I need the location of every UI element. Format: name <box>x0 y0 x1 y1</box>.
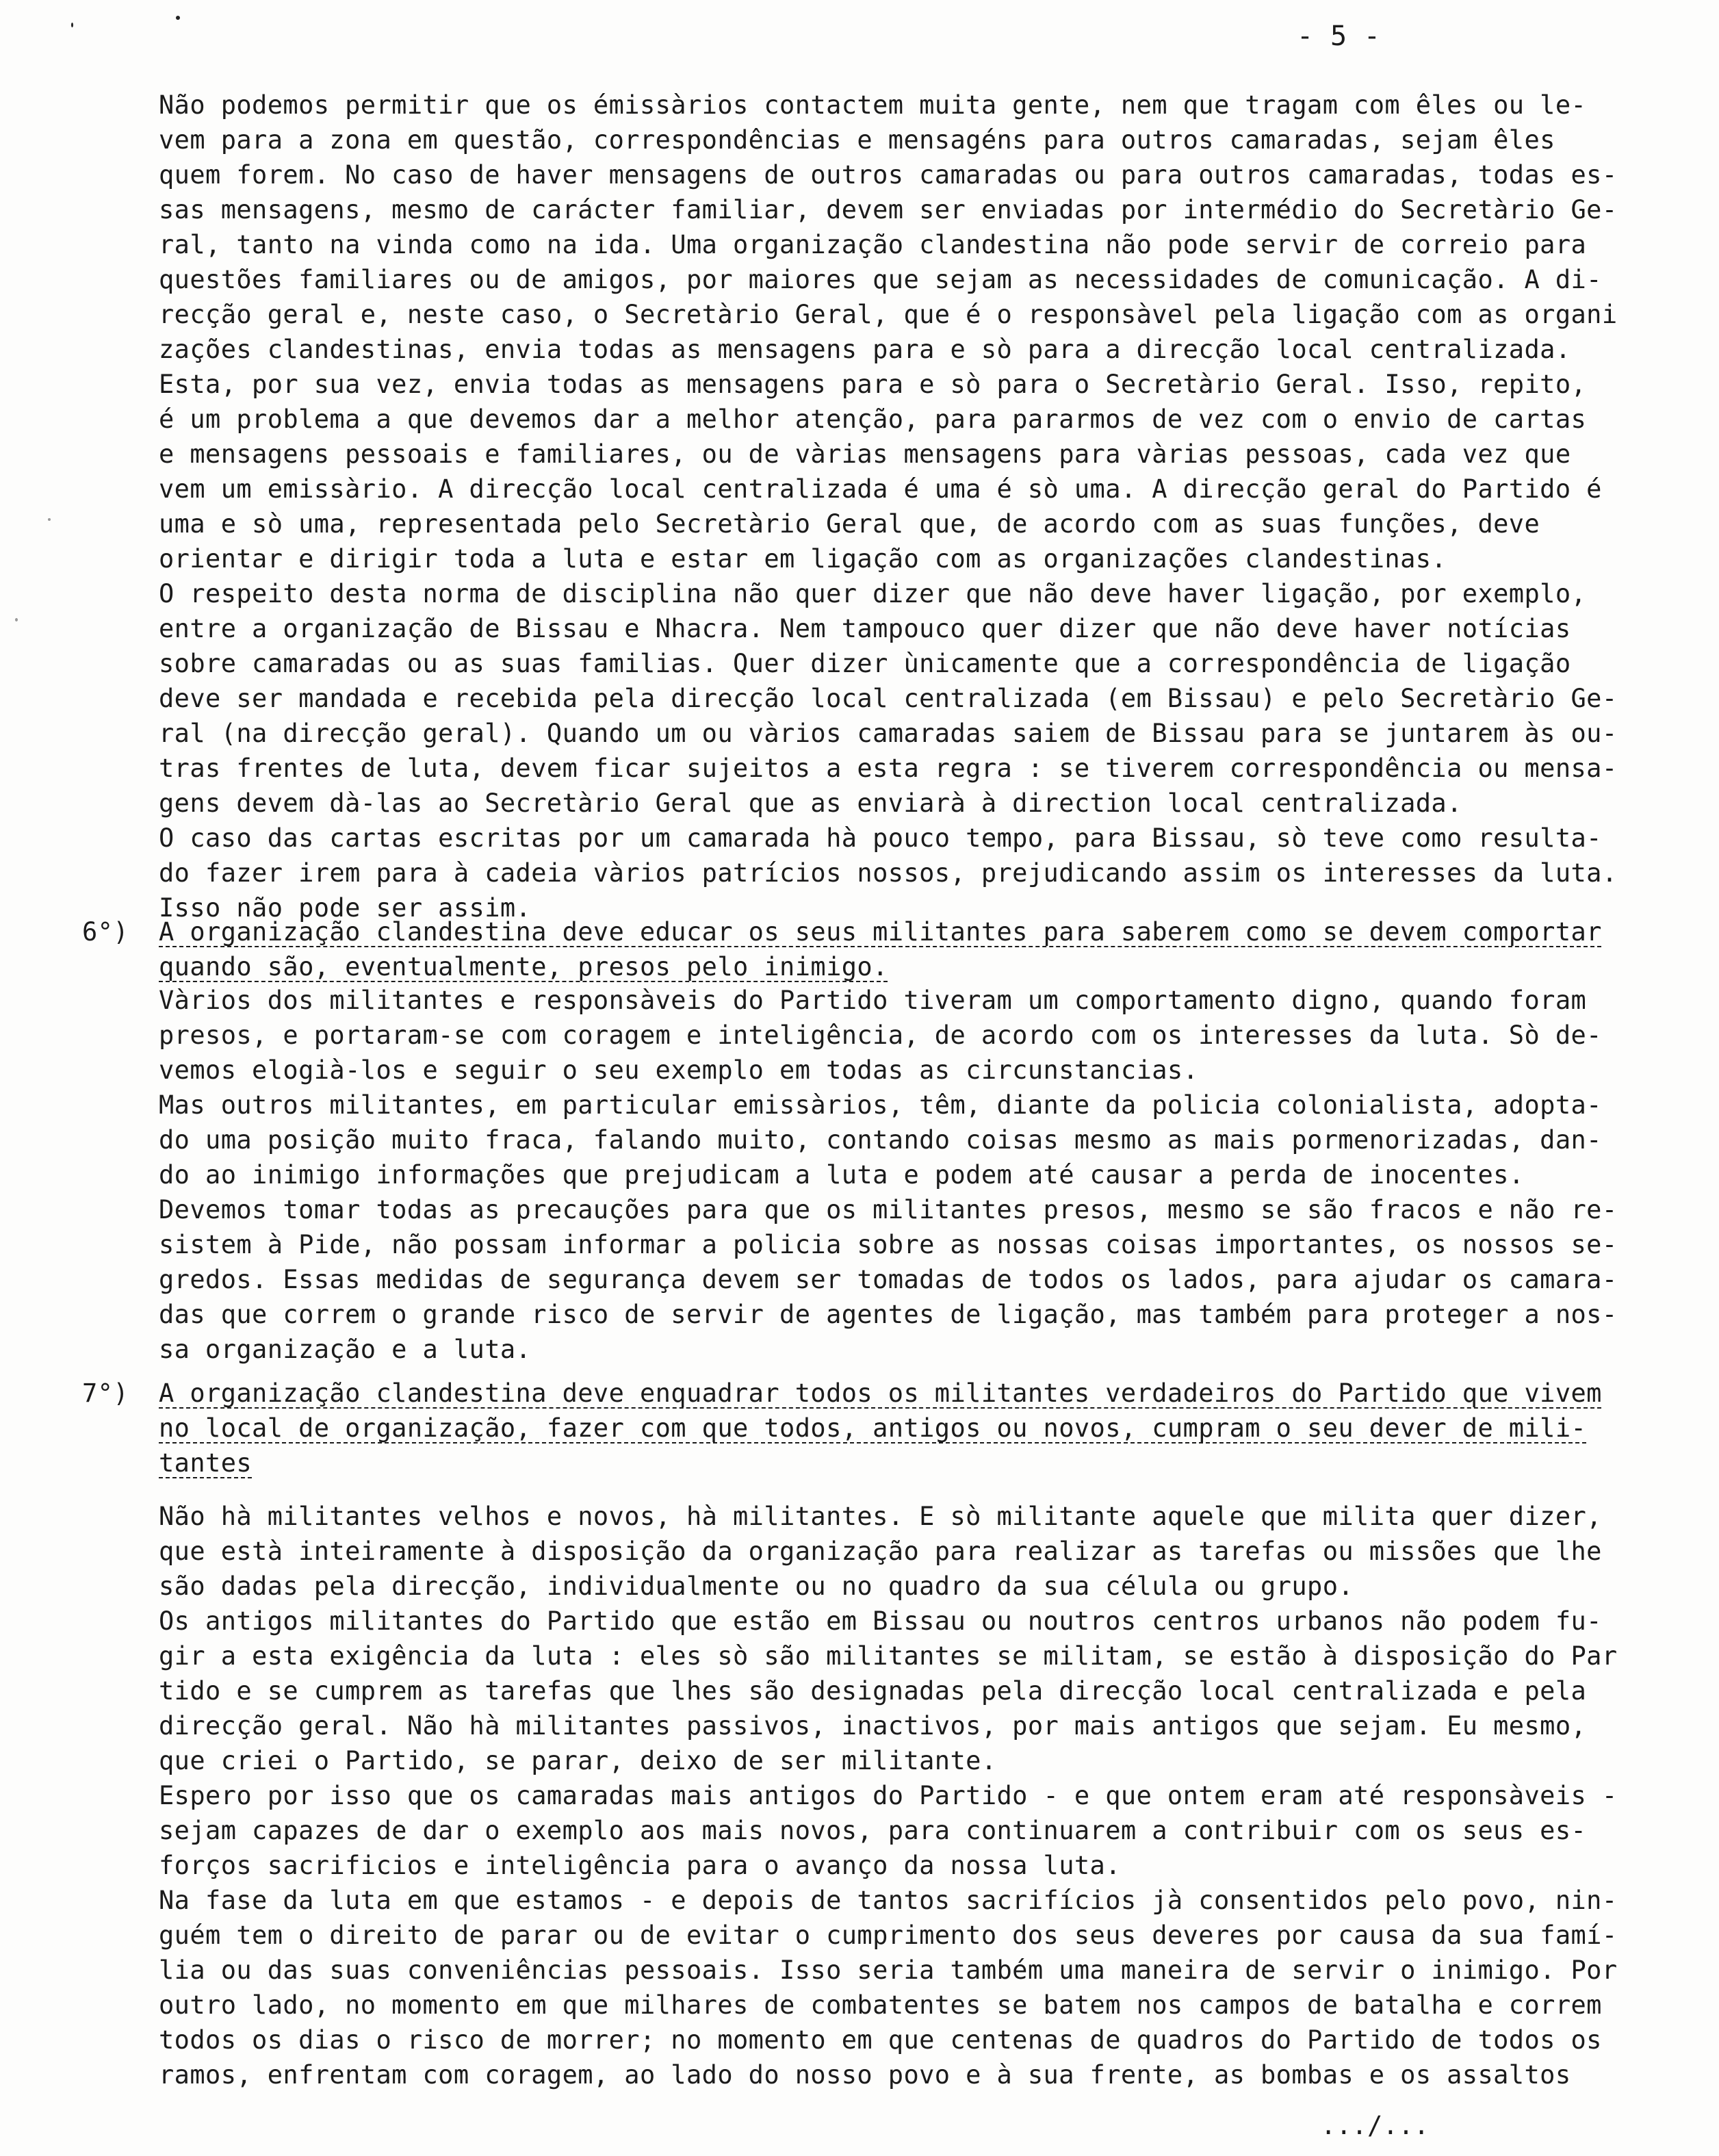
text-line: do fazer irem para à cadeia vàrios patrícios nossos, prejudicando assim os interesses da luta. <box>159 858 1618 888</box>
text-line: tras frentes de luta, devem ficar sujeitos a esta regra : se tiverem correspondência ou mensa- <box>159 754 1618 783</box>
text-line: que criei o Partido, se parar, deixo de ser militante. <box>159 1746 997 1775</box>
underlined-heading-text: quando são, eventualmente, presos pelo inimigo. <box>159 952 888 981</box>
section-7-body <box>159 1499 1685 2092</box>
scan-speck <box>176 16 180 20</box>
text-line: sobre camaradas ou as suas familias. Quer dizer ùnicamente que a correspondência de ligação <box>159 649 1571 678</box>
text-line: tido e se cumprem as tarefas que lhes são designadas pela direcção local centralizada e pela <box>159 1676 1587 1706</box>
text-line: Não hà militantes velhos e novos, hà militantes. E sò militante aquele que milita quer dizer, <box>159 1502 1602 1531</box>
text-line: Espero por isso que os camaradas mais antigos do Partido - e que ontem eram até responsàveis - <box>159 1781 1618 1810</box>
text-line: gens devem dà-las ao Secretàrio Geral que as enviarà à direction local centralizada. <box>159 788 1462 818</box>
text-line: ral, tanto na vinda como na ida. Uma organização clandestina não pode servir de correio para <box>159 230 1587 259</box>
heading-line <box>159 1411 1664 1446</box>
text-line: lia ou das suas conveniências pessoais. Isso seria também uma maneira de servir o inimigo. Por <box>159 1955 1618 1985</box>
text-line: vem para a zona em questão, correspondências e mensagéns para outros camaradas, sejam êles <box>159 125 1555 155</box>
section-6-body <box>159 983 1685 1367</box>
text-line: gredos. Essas medidas de segurança devem ser tomadas de todos os lados, para ajudar os camara- <box>159 1265 1618 1294</box>
scan-speck <box>71 23 73 27</box>
text-line: guém tem o direito de parar ou de evitar o cumprimento dos seus deveres por causa da sua famí- <box>159 1921 1618 1950</box>
text-line: Os antigos militantes do Partido que estão em Bissau ou noutros centros urbanos não podem fu- <box>159 1606 1602 1636</box>
underlined-heading-text: no local de organização, fazer com que todos, antigos ou novos, cumpram o seu dever de mili- <box>159 1413 1587 1443</box>
text-line: sa organização e a luta. <box>159 1335 532 1364</box>
text-line: direcção geral. Não hà militantes passivos, inactivos, por mais antigos que sejam. Eu mesmo, <box>159 1711 1587 1741</box>
text-line: Não podemos permitir que os émissàrios contactem muita gente, nem que tragam com êles ou le- <box>159 90 1587 120</box>
text-line: presos, e portaram-se com coragem e inteligência, de acordo com os interesses da luta. Sò de- <box>159 1021 1602 1050</box>
text-line: Devemos tomar todas as precauções para que os militantes presos, mesmo se são fracos e não re- <box>159 1195 1618 1224</box>
section-heading-text <box>159 1376 1664 1480</box>
continuation-mark: .../... <box>1321 2111 1430 2140</box>
text-line: é um problema a que devemos dar a melhor atenção, para pararmos de vez com o envio de cartas <box>159 405 1587 434</box>
section-number: 6°) <box>82 917 129 947</box>
text-line: vem um emissàrio. A direcção local centralizada é uma é sò uma. A direcção geral do Partido é <box>159 474 1602 504</box>
text-line: O respeito desta norma de disciplina não quer dizer que não deve haver ligação, por exemplo, <box>159 579 1587 608</box>
page-number: - 5 - <box>1297 21 1381 52</box>
text-line: das que correm o grande risco de servir de agentes de ligação, mas também para proteger a nos- <box>159 1300 1618 1329</box>
text-line: Isso não pode ser assim. <box>159 893 532 923</box>
text-line: sistem à Pide, não possam informar a policia sobre as nossas coisas importantes, os nossos se- <box>159 1230 1618 1259</box>
text-line: entre a organização de Bissau e Nhacra. Nem tampouco quer dizer que não deve haver notícias <box>159 614 1571 643</box>
text-line: orientar e dirigir toda a luta e estar em ligação com as organizações clandestinas. <box>159 544 1447 574</box>
text-line: zações clandestinas, envia todas as mensagens para e sò para a direcção local centralizada. <box>159 335 1571 364</box>
text-line: sas mensagens, mesmo de carácter familiar, devem ser enviadas por intermédio do Secretàrio Ge- <box>159 195 1618 224</box>
heading-line <box>159 1376 1664 1411</box>
text-line: Vàrios dos militantes e responsàveis do Partido tiveram um comportamento digno, quando foram <box>159 986 1587 1015</box>
underlined-heading-text: A organização clandestina deve enquadrar todos os militantes verdadeiros do Partido que vivem <box>159 1378 1602 1408</box>
section-heading-text <box>159 914 1664 984</box>
text-line: são dadas pela direcção, individualmente ou no quadro da sua célula ou grupo. <box>159 1571 1354 1601</box>
underlined-heading-text: tantes <box>159 1448 253 1478</box>
text-line: Mas outros militantes, em particular emissàrios, têm, diante da policia colonialista, adopta- <box>159 1090 1602 1120</box>
text-line: quem forem. No caso de haver mensagens de outros camaradas ou para outros camaradas, todas es- <box>159 160 1618 190</box>
heading-line <box>159 949 1664 984</box>
text-line: gir a esta exigência da luta : eles sò são militantes se militam, se estão à disposição do Par <box>159 1641 1618 1671</box>
paragraph-block <box>159 88 1685 925</box>
text-line: ramos, enfrentam com coragem, ao lado do nosso povo e à sua frente, as bombas e os assaltos <box>159 2060 1571 2090</box>
section-number: 7°) <box>82 1378 129 1408</box>
text-line: outro lado, no momento em que milhares de combatentes se batem nos campos de batalha e correm <box>159 1990 1602 2020</box>
text-line: O caso das cartas escritas por um camarada hà pouco tempo, para Bissau, sò teve como resulta- <box>159 823 1602 853</box>
scan-speck <box>15 618 18 621</box>
heading-line <box>159 914 1664 949</box>
text-line: vemos elogià-los e seguir o seu exemplo em todas as circunstancias. <box>159 1055 1199 1085</box>
text-line: recção geral e, neste caso, o Secretàrio Geral, que é o responsàvel pela ligação com as organi <box>159 300 1618 329</box>
text-line: deve ser mandada e recebida pela direcção local centralizada (em Bissau) e pelo Secretàrio Ge- <box>159 684 1618 713</box>
text-line: Na fase da luta em que estamos - e depois de tantos sacrifícios jà consentidos pelo povo, nin- <box>159 1886 1618 1915</box>
text-line: e mensagens pessoais e familiares, ou de vàrias mensagens para vàrias pessoas, cada vez que <box>159 439 1571 469</box>
text-line: Esta, por sua vez, envia todas as mensagens para e sò para o Secretàrio Geral. Isso, repito, <box>159 370 1587 399</box>
scan-speck <box>48 518 51 521</box>
text-line: do uma posição muito fraca, falando muito, contando coisas mesmo as mais pormenorizadas, dan- <box>159 1125 1602 1155</box>
text-line: forços sacrificios e inteligência para o avanço da nossa luta. <box>159 1851 1121 1880</box>
text-line: do ao inimigo informações que prejudicam a luta e podem até causar a perda de inocentes. <box>159 1160 1525 1190</box>
text-line: que està inteiramente à disposição da organização para realizar as tarefas ou missões que lhe <box>159 1537 1602 1566</box>
text-line: sejam capazes de dar o exemplo aos mais novos, para continuarem a contribuir com os seus es- <box>159 1816 1587 1845</box>
text-line: uma e sò uma, representada pelo Secretàrio Geral que, de acordo com as suas funções, deve <box>159 509 1540 539</box>
text-line: todos os dias o risco de morrer; no momento em que centenas de quadros do Partido de todos os <box>159 2025 1602 2055</box>
text-line: ral (na direcção geral). Quando um ou vàrios camaradas saiem de Bissau para se juntarem às ou- <box>159 719 1618 748</box>
text-line: questões familiares ou de amigos, por maiores que sejam as necessidades de comunicação. A di- <box>159 265 1602 294</box>
underlined-heading-text: A organização clandestina deve educar os seus militantes para saberem como se devem comportar <box>159 917 1602 947</box>
heading-line <box>159 1446 1664 1480</box>
